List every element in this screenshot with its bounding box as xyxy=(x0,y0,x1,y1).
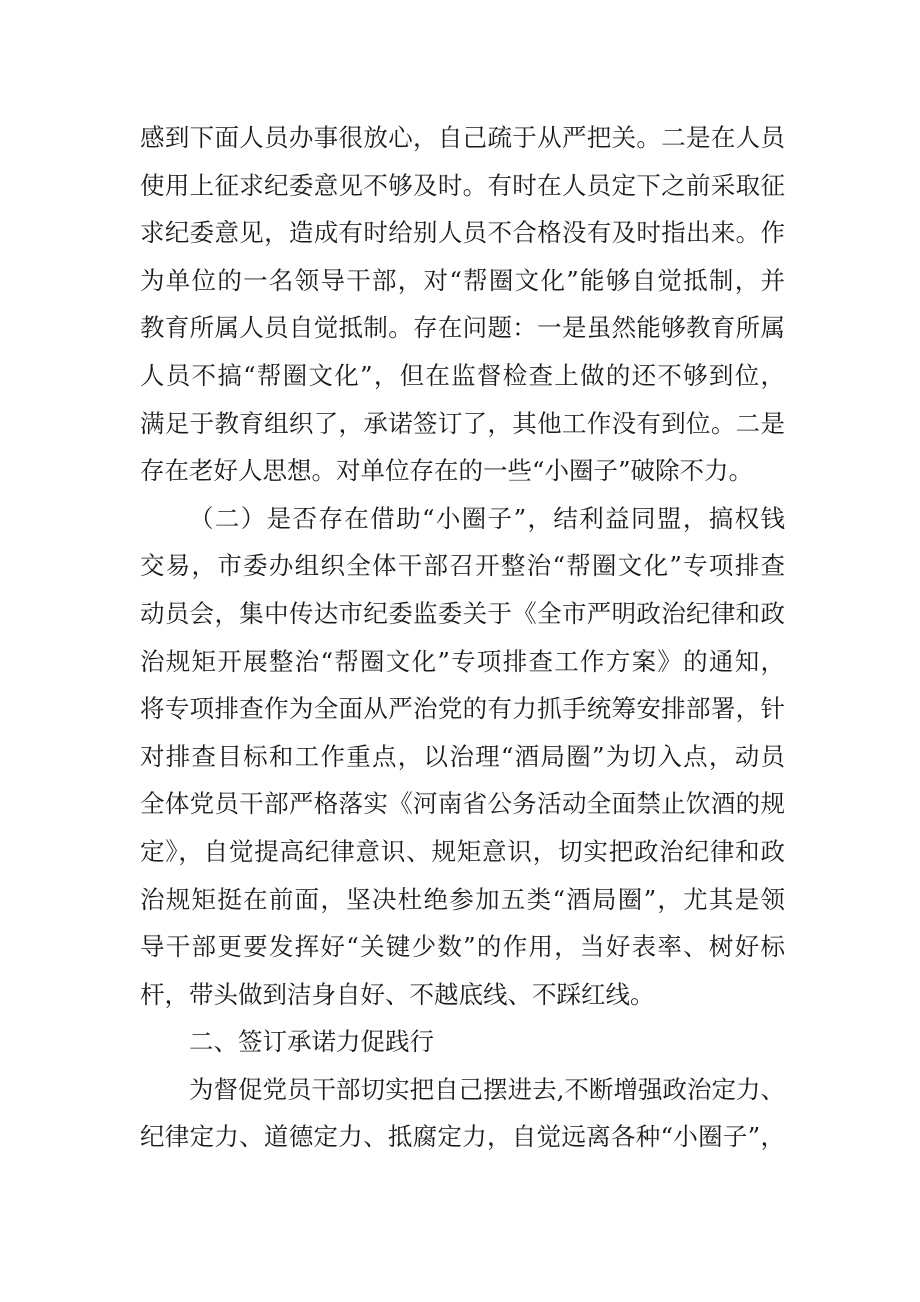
section-heading: 二、签订承诺力促践行 xyxy=(189,1027,434,1057)
text-line: 导干部更要发挥好“关键少数”的作用，当好表率、树好标 xyxy=(140,932,785,962)
text-line: 为督促党员干部切实把自己摆进去,不断增强政治定力、 xyxy=(189,1074,785,1104)
text-line: 纪律定力、道德定力、抵腐定力，自觉远离各种“小圈子”， xyxy=(140,1122,785,1152)
text-line: 杆，带头做到洁身自好、不越底线、不踩红线。 xyxy=(140,979,655,1009)
text-line: 为单位的一名领导干部，对“帮圈文化”能够自觉抵制，并 xyxy=(140,265,785,295)
text-line: 感到下面人员办事很放心，自己疏于从严把关。二是在人员 xyxy=(140,123,785,152)
text-line: 教育所属人员自觉抵制。存在问题：一是虽然能够教育所属 xyxy=(140,313,785,343)
text-line: 全体党员干部严格落实《河南省公务活动全面禁止饮酒的规 xyxy=(140,789,785,819)
text-line: 使用上征求纪委意见不够及时。有时在人员定下之前采取征 xyxy=(140,170,785,200)
text-line: 人员不搞“帮圈文化”，但在监督检查上做的还不够到位， xyxy=(140,360,785,390)
text-line: 对排查目标和工作重点，以治理“酒局圈”为切入点，动员 xyxy=(140,741,785,771)
text-line: 动员会，集中传达市纪委监委关于《全市严明政治纪律和政 xyxy=(140,598,785,628)
text-line: 交易，市委办组织全体干部召开整治“帮圈文化”专项排查 xyxy=(140,551,785,581)
text-line: 定》，自觉提高纪律意识、规矩意识，切实把政治纪律和政 xyxy=(140,836,785,866)
text-line: 求纪委意见，造成有时给别人员不合格没有及时指出来。作 xyxy=(140,218,785,248)
body-text xyxy=(140,114,785,1161)
text-line: 治规矩开展整治“帮圈文化”专项排查工作方案》的通知， xyxy=(140,646,785,676)
text-line: （二）是否存在借助“小圈子”，结利益同盟，搞权钱 xyxy=(189,503,785,533)
text-line: 存在老好人思想。对单位存在的一些“小圈子”破除不力。 xyxy=(140,456,754,486)
text-line: 治规矩挺在前面，坚决杜绝参加五类“酒局圈”，尤其是领 xyxy=(140,884,785,914)
text-line: 将专项排查作为全面从严治党的有力抓手统筹安排部署，针 xyxy=(140,694,785,724)
text-line: 满足于教育组织了，承诺签订了，其他工作没有到位。二是 xyxy=(140,408,785,438)
